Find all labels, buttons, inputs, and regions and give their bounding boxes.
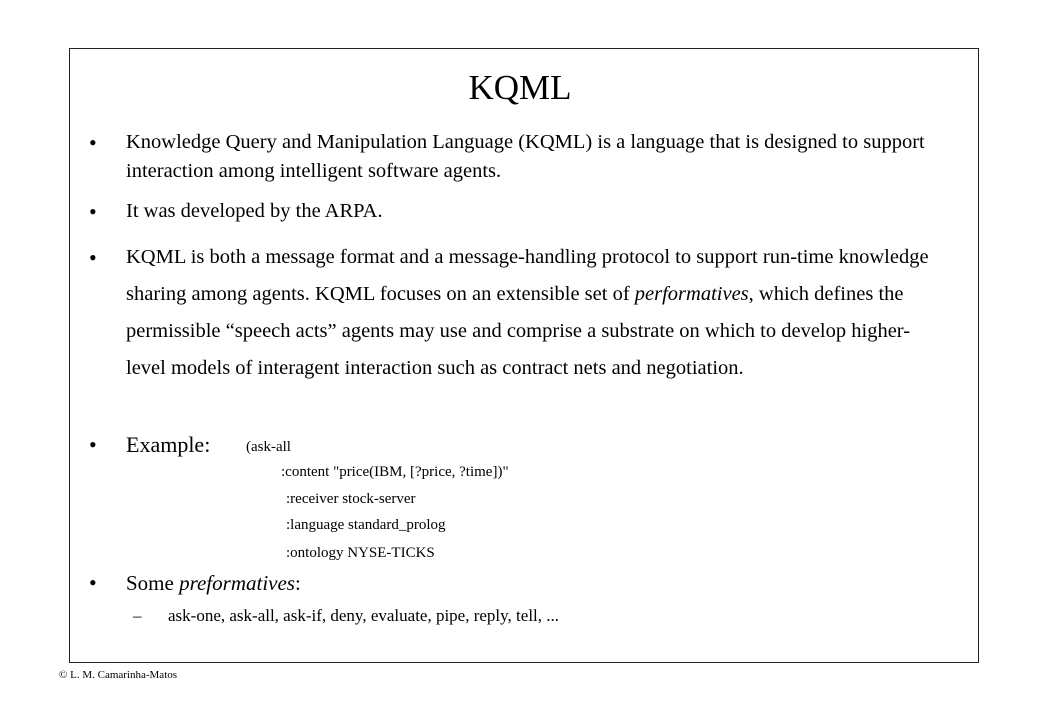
bullet-message-format xyxy=(126,239,946,387)
bullet-3-text-pre: KQML is both a message format and a message-handling protocol to support run-time knowledge sharing among agents. KQML focuses on an extensible set of xyxy=(126,246,929,305)
example-label: Example: xyxy=(126,432,211,457)
performatives-list: ask-one, ask-all, ask-if, deny, evaluate, pipe, reply, tell, ... xyxy=(168,606,560,625)
performatives-label-pre: Some xyxy=(126,571,180,595)
example-code-start: (ask-all xyxy=(246,439,291,455)
example-code-line: :content "price(IBM, [?price, ?time])" xyxy=(281,464,509,480)
bullet-marker: • xyxy=(89,245,97,270)
bullet-3-text-post: , which defines the permissible “speech acts” agents may use and comprise a substrate on which to develop higher-level models of interagent interaction such as contract nets and negotiation. xyxy=(126,283,911,379)
footer-copyright: © L. M. Camarinha-Matos xyxy=(59,669,178,681)
performatives-label-em: preformatives xyxy=(179,571,295,595)
bullet-marker: • xyxy=(89,432,97,457)
bullet-arpa: It was developed by the ARPA. xyxy=(126,200,383,222)
example-code-line: :ontology NYSE-TICKS xyxy=(286,545,435,561)
performatives-term: performatives xyxy=(634,283,749,305)
performatives-label xyxy=(126,568,301,598)
bullet-marker: • xyxy=(89,130,97,155)
example-code-line: :language standard_prolog xyxy=(286,517,446,533)
bullet-kqml-definition: Knowledge Query and Manipulation Language (KQML) is a language that is designed to support interaction among intelligent software agents. xyxy=(126,131,925,182)
bullet-marker: • xyxy=(89,199,97,224)
example-code-line: :receiver stock-server xyxy=(286,491,416,507)
slide-title: KQML xyxy=(468,68,572,107)
performatives-label-post: : xyxy=(294,571,301,595)
bullet-marker: • xyxy=(89,570,97,595)
sub-bullet-dash: – xyxy=(133,606,142,625)
